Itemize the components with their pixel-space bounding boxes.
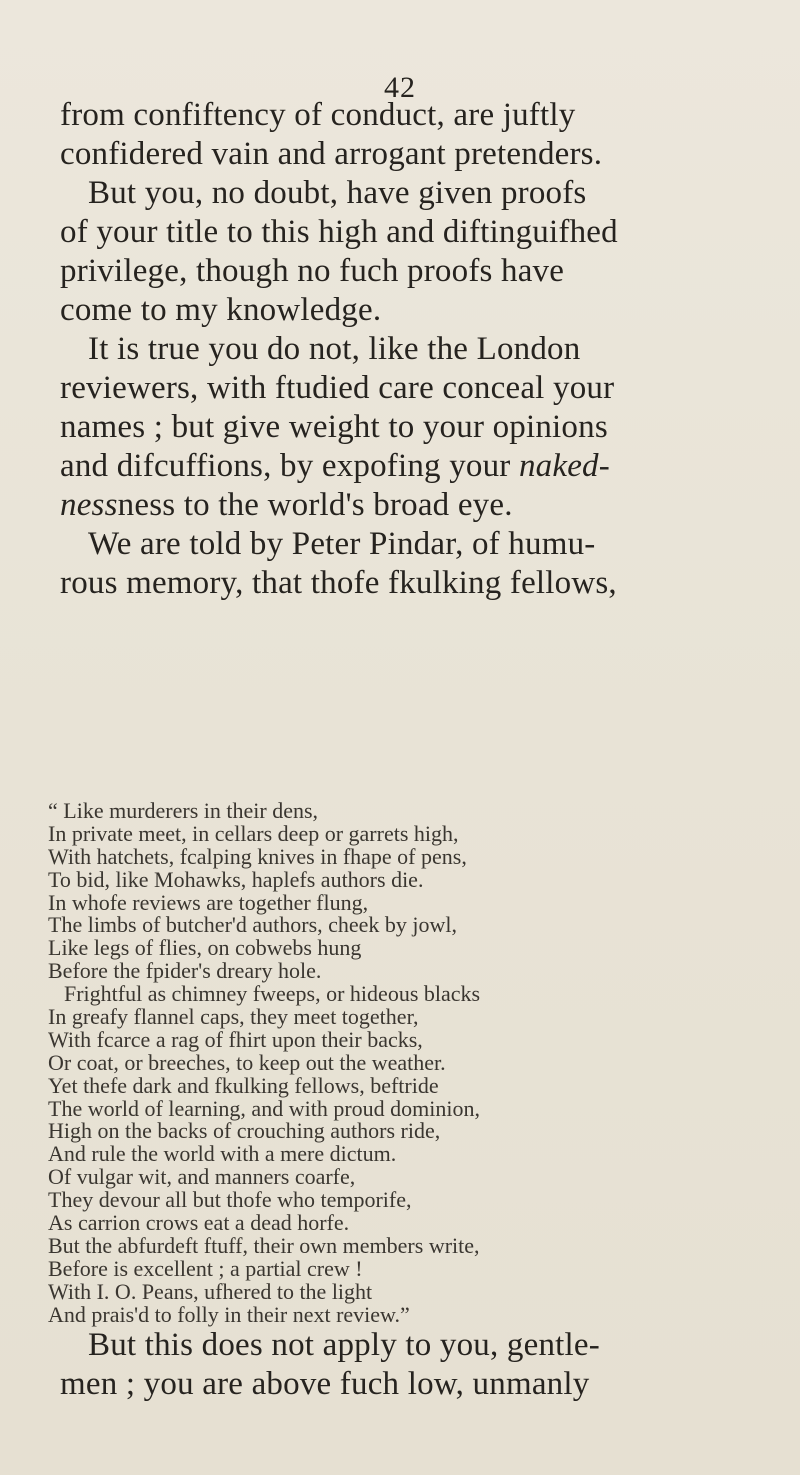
verse-line: Before is excellent ; a partial crew !	[48, 1255, 363, 1281]
prose-bottom	[60, 1326, 755, 1404]
prose-line: come to my knowledge.	[60, 292, 382, 328]
prose-line: of your title to this high and diftinguifhed	[60, 214, 618, 250]
italic-word: ness	[60, 487, 118, 523]
verse-line: In private meet, in cellars deep or garrets high,	[48, 820, 459, 846]
prose-line: But this does not apply to you, gentle-	[88, 1327, 600, 1363]
prose-line: privilege, though no fuch proofs have	[60, 253, 565, 289]
prose-line: reviewers, with ftudied care conceal your	[60, 370, 615, 406]
prose-line	[60, 447, 755, 486]
verse-line: With hatchets, fcalping knives in fhape of pens,	[48, 843, 467, 869]
verse-line: Frightful as chimney fweeps, or hideous blacks	[64, 981, 481, 1007]
verse-line: “ Like murderers in their dens,	[48, 798, 319, 823]
prose-line: It is true you do not, like the London	[88, 331, 581, 367]
prose-line: men ; you are above fuch low, unmanly	[60, 1366, 590, 1402]
verse-line: Of vulgar wit, and manners coarfe,	[48, 1164, 356, 1190]
prose-line: confidered vain and arrogant pretenders.	[60, 136, 603, 172]
prose-text: ness to the world's broad eye.	[117, 487, 513, 523]
verse-line: To bid, like Mohawks, haplefs authors die.	[48, 866, 424, 892]
verse-line: Or coat, or breeches, to keep out the weather.	[48, 1049, 446, 1075]
italic-word: naked-	[518, 448, 610, 484]
verse-line: And rule the world with a mere dictum.	[48, 1141, 397, 1167]
prose-line: But you, no doubt, have given proofs	[88, 175, 587, 211]
verse-line: With I. O. Peans, ufhered to the light	[48, 1278, 373, 1304]
verse-line: The world of learning, and with proud dominion,	[48, 1095, 480, 1121]
verse-line: They devour all but thofe who temporife,	[48, 1187, 412, 1213]
verse-line: In whofe reviews are together flung,	[48, 889, 369, 915]
verse-line: The limbs of butcher'd authors, cheek by jowl,	[48, 912, 458, 938]
verse-line: And prais'd to folly in their next review.”	[48, 1301, 410, 1327]
prose-line: names ; but give weight to your opinions	[60, 409, 608, 445]
verse-line: In greafy flannel caps, they meet together,	[48, 1004, 419, 1030]
verse-line: With fcarce a rag of fhirt upon their backs,	[48, 1026, 423, 1052]
verse-quotation	[48, 800, 768, 1326]
prose-text: and difcuffions, by expofing your	[60, 448, 511, 484]
prose-line: from confiftency of conduct, are juftly	[60, 97, 576, 133]
verse-line: High on the backs of crouching authors ride,	[48, 1118, 441, 1144]
prose-line: rous memory, that thofe fkulking fellows,	[60, 565, 617, 601]
page-number: 42	[384, 71, 416, 104]
verse-line: But the abfurdeft ftuff, their own members write,	[48, 1232, 480, 1258]
verse-line: Like legs of flies, on cobwebs hung	[48, 935, 362, 961]
verse-line: Yet thefe dark and fkulking fellows, beftride	[48, 1072, 439, 1098]
prose-line: We are told by Peter Pindar, of humu-	[88, 526, 596, 562]
verse-line: As carrion crows eat a dead horfe.	[48, 1210, 350, 1236]
prose-top	[60, 96, 755, 603]
verse-line: Before the fpider's dreary hole.	[48, 958, 322, 984]
prose-line	[60, 486, 755, 525]
